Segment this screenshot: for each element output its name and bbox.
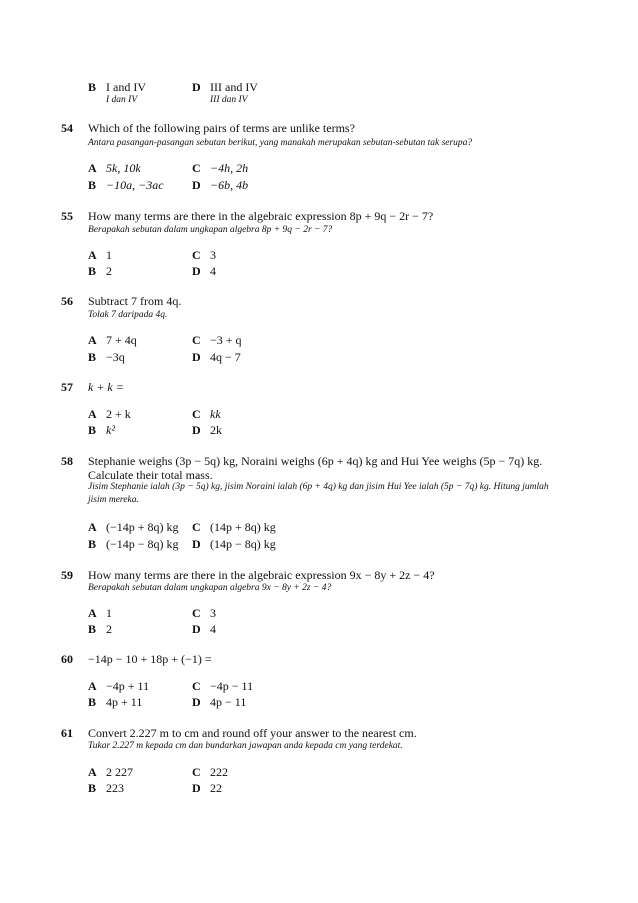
option-text: 4p + 11	[106, 695, 143, 709]
question-number: 56	[61, 294, 73, 308]
option-text: 2	[106, 264, 112, 278]
option-c	[192, 333, 242, 347]
option-a	[88, 333, 137, 347]
option-text: −4p − 11	[210, 679, 254, 693]
option-b	[88, 178, 164, 192]
option-text: 4	[210, 264, 216, 278]
option-text: (14p + 8q) kg	[210, 520, 276, 534]
option-text: I and IV	[106, 80, 146, 94]
option-text: 4	[210, 622, 216, 636]
option-letter: B	[88, 622, 97, 636]
option-text: 2	[106, 622, 112, 636]
option-c	[192, 520, 276, 534]
option-letter: C	[192, 248, 201, 262]
option-d	[192, 178, 248, 192]
question-malay: Berapakah sebutan dalam ungkapan algebra 9x − 8y + 2z − 4?	[88, 583, 332, 593]
option-a	[88, 606, 112, 620]
option-text: III and IV	[210, 80, 258, 94]
option-a	[88, 765, 133, 779]
option-letter: B	[88, 781, 97, 795]
option-letter: D	[192, 178, 201, 192]
question-malay: Tukar 2.227 m kepada cm dan bundarkan jawapan anda kepada cm yang terdekat.	[88, 741, 403, 751]
option-text: 4p − 11	[210, 695, 247, 709]
option-text: 223	[106, 781, 124, 795]
option-letter: A	[88, 520, 97, 534]
option-d	[192, 695, 246, 709]
option-a	[88, 679, 149, 693]
option-d	[192, 781, 222, 795]
option-letter: A	[88, 765, 97, 779]
option-letter: C	[192, 161, 201, 175]
option-letter: D	[192, 622, 201, 636]
option-text: −4p + 11	[106, 679, 150, 693]
question-number: 59	[61, 568, 73, 582]
question-malay: Antara pasangan-pasangan sebutan berikut, yang manakah merupakan sebutan-sebutan tak serupa?	[88, 138, 473, 148]
question-text: How many terms are there in the algebraic expression 9x − 8y + 2z − 4?	[88, 568, 435, 582]
option-c	[192, 161, 248, 175]
option-text: (−14p − 8q) kg	[106, 537, 179, 551]
option-d	[192, 622, 216, 636]
question-number: 54	[61, 121, 73, 135]
option-text: 4q − 7	[210, 350, 241, 364]
option-text: 5k, 10k	[106, 161, 141, 175]
prev-option-b-malay: I dan IV	[106, 95, 138, 105]
option-text: (14p − 8q) kg	[210, 537, 276, 551]
option-a	[88, 248, 112, 262]
question-text: Subtract 7 from 4q.	[88, 294, 182, 308]
option-text: −4h, 2h	[210, 161, 249, 175]
option-letter: D	[192, 264, 201, 278]
question-number: 60	[61, 652, 73, 666]
option-b	[88, 781, 124, 795]
question-malay: Jisim Stephanie ialah (3p − 5q) kg, jisim Noraini ialah (6p + 4q) kg dan jisim Hui Yee ialah (5p − 7q) kg. Hitung jumlah jisim mereka.	[88, 482, 549, 505]
question-text: How many terms are there in the algebraic expression 8p + 9q − 2r − 7?	[88, 209, 434, 223]
question-text: Which of the following pairs of terms are unlike terms?	[88, 121, 355, 135]
question-number: 58	[61, 454, 73, 468]
option-text: −3q	[106, 350, 125, 364]
option-letter: B	[88, 423, 97, 437]
question-malay: Berapakah sebutan dalam ungkapan algebra 8p + 9q − 2r − 7?	[88, 225, 333, 235]
option-text: 1	[106, 606, 112, 620]
option-b	[88, 264, 112, 278]
option-text: k²	[106, 423, 115, 437]
option-letter: C	[192, 520, 201, 534]
option-letter: C	[192, 606, 201, 620]
option-text: (−14p + 8q) kg	[106, 520, 179, 534]
option-letter: D	[192, 80, 201, 94]
option-letter: B	[88, 178, 97, 192]
question-text: Stephanie weighs (3p − 5q) kg, Noraini weighs (6p + 4q) kg and Hui Yee weighs (5p − 7q) kg.	[88, 454, 543, 468]
question-malay: Tolak 7 daripada 4q.	[88, 310, 168, 320]
option-text: 2 + k	[106, 407, 131, 421]
prev-option-d	[192, 80, 258, 94]
option-letter: D	[192, 537, 201, 551]
option-letter: D	[192, 781, 201, 795]
option-letter: B	[88, 80, 97, 94]
prev-option-d-malay: III dan IV	[210, 95, 248, 105]
option-letter: A	[88, 679, 97, 693]
option-b	[88, 622, 112, 636]
option-letter: A	[88, 407, 97, 421]
option-c	[192, 248, 216, 262]
option-letter: C	[192, 333, 201, 347]
option-letter: B	[88, 350, 97, 364]
question-text: −14p − 10 + 18p + (−1) =	[88, 652, 212, 666]
question-text: k + k =	[88, 380, 124, 394]
option-c	[192, 765, 228, 779]
option-text: −10a, −3ac	[106, 178, 164, 192]
option-text: kk	[210, 407, 221, 421]
option-letter: D	[192, 695, 201, 709]
option-text: 1	[106, 248, 112, 262]
prev-option-b	[88, 80, 146, 94]
option-text: 3	[210, 606, 216, 620]
option-text: −3 + q	[210, 333, 242, 347]
option-text: 22	[210, 781, 222, 795]
option-c	[192, 679, 253, 693]
question-text-line2: Calculate their total mass.	[88, 468, 213, 482]
option-text: −6b, 4b	[210, 178, 249, 192]
option-a	[88, 520, 179, 534]
option-letter: C	[192, 765, 201, 779]
option-b	[88, 695, 142, 709]
option-d	[192, 350, 241, 364]
option-c	[192, 407, 221, 421]
question-number: 57	[61, 380, 73, 394]
option-text: 7 + 4q	[106, 333, 137, 347]
option-a	[88, 161, 141, 175]
question-number: 55	[61, 209, 73, 223]
option-text: 2k	[210, 423, 222, 437]
option-letter: B	[88, 264, 97, 278]
option-d	[192, 423, 222, 437]
option-b	[88, 350, 125, 364]
option-letter: C	[192, 679, 201, 693]
option-letter: A	[88, 161, 97, 175]
option-letter: A	[88, 606, 97, 620]
question-number: 61	[61, 726, 73, 740]
option-d	[192, 537, 276, 551]
option-b	[88, 423, 115, 437]
option-letter: B	[88, 695, 97, 709]
option-letter: A	[88, 333, 97, 347]
option-c	[192, 606, 216, 620]
question-text: Convert 2.227 m to cm and round off your answer to the nearest cm.	[88, 726, 417, 740]
option-letter: C	[192, 407, 201, 421]
option-letter: D	[192, 350, 201, 364]
option-b	[88, 537, 179, 551]
option-a	[88, 407, 131, 421]
option-letter: A	[88, 248, 97, 262]
option-text: 222	[210, 765, 228, 779]
option-d	[192, 264, 216, 278]
option-text: 2 227	[106, 765, 133, 779]
option-text: 3	[210, 248, 216, 262]
option-letter: D	[192, 423, 201, 437]
option-letter: B	[88, 537, 97, 551]
